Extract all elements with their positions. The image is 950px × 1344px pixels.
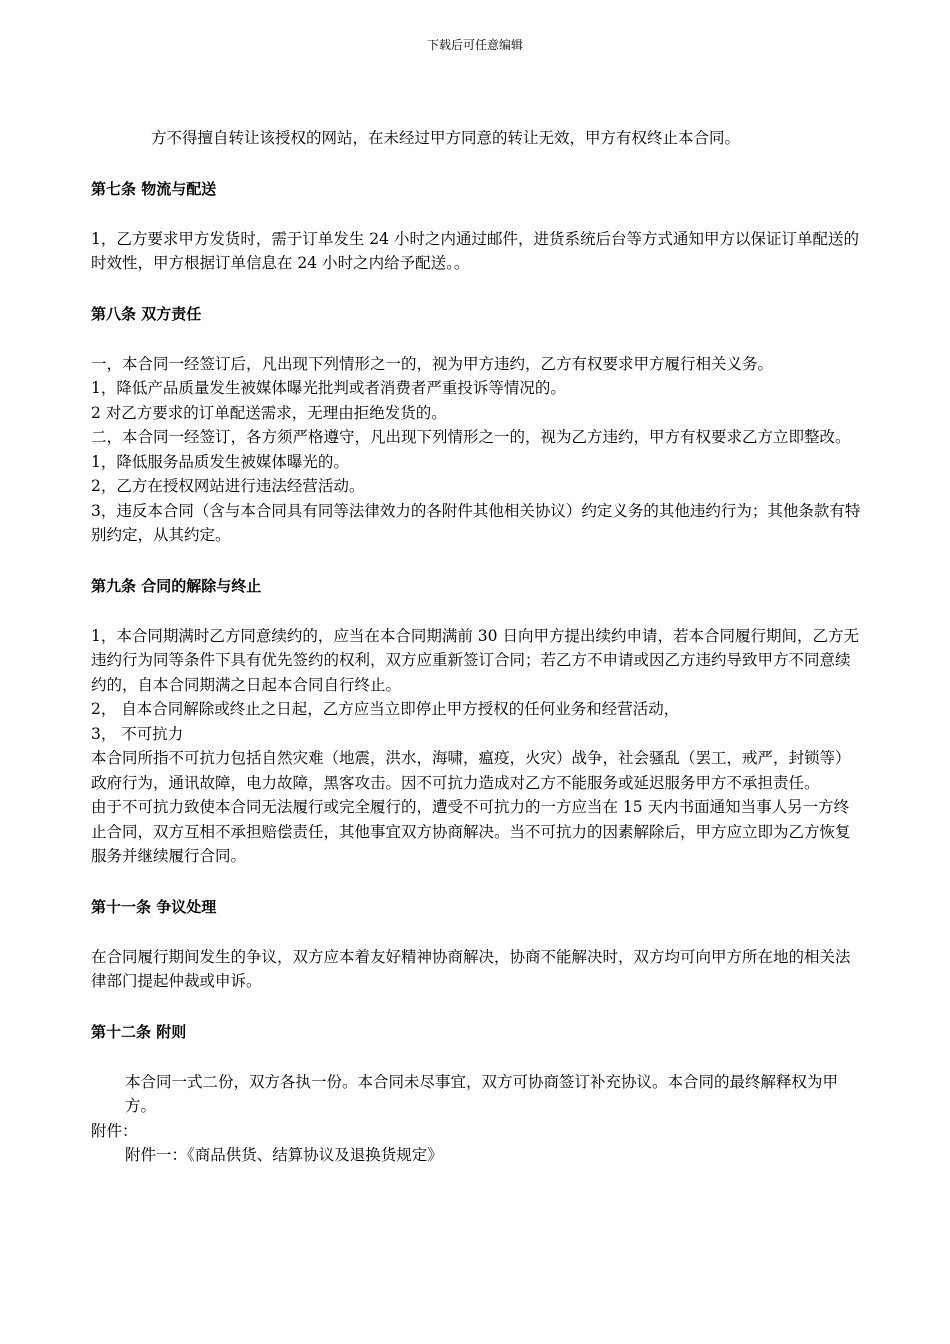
article-8-line: 2，乙方在授权网站进行违法经营活动。	[91, 477, 365, 495]
article-7-paragraph: 1，乙方要求甲方发货时，需于订单发生 24 小时之内通过邮件，进货系统后台等方式通知甲方以保证订单配送的时效性，甲方根据订单信息在 24 小时之内给予配送。。	[91, 229, 859, 272]
article-8-heading: 第八条 双方责任	[91, 304, 202, 323]
page-header: 下载后可任意编辑	[426, 38, 523, 52]
article-8-line: 3，违反本合同（含与本合同具有同等法律效力的各附件其他相关协议）约定义务的其他违约行为；其他条款有特别约定，从其约定。	[91, 501, 861, 544]
document-body	[91, 126, 861, 1168]
article-8-line: 2 对乙方要求的订单配送需求，无理由拒绝发货的。	[91, 403, 447, 422]
article-8-line: 一，本合同一经签订后，凡出现下列情形之一的，视为甲方违约，乙方有权要求甲方履行相关义务。	[91, 354, 774, 373]
article-12-paragraph: 本合同一式二份，双方各执一份。本合同未尽事宜，双方可协商签订补充协议。本合同的最终解释权为甲方。	[125, 1072, 839, 1115]
article-9-line: 2， 自本合同解除或终止之日起，乙方应当立即停止甲方授权的任何业务和经营活动，	[91, 700, 680, 718]
intro-paragraph: 方不得擅自转让该授权的网站，在未经过甲方同意的转让无效，甲方有权终止本合同。	[151, 129, 741, 147]
article-8-line: 1，降低产品质量发生被媒体曝光批判或者消费者严重投诉等情况的。	[91, 379, 566, 397]
article-11-paragraph: 在合同履行期间发生的争议，双方应本着友好精神协商解决，协商不能解决时，双方均可向甲方所在地的相关法律部门提起仲裁或申诉。	[91, 947, 851, 990]
article-7-heading: 第七条 物流与配送	[91, 179, 217, 198]
article-9-line: 1，本合同期满时乙方同意续约的，应当在本合同期满前 30 日向甲方提出续约申请，若本合同履行期间，乙方无违约行为同等条件下具有优先签约的权利，双方应重新签订合同；若乙方不申请或因乙方违约导致甲方不同意续约的，自本合同期满之日起本合同自行终止。	[91, 626, 859, 694]
attachment-item: 附件一：《商品供货、结算协议及退换货规定》	[125, 1146, 443, 1164]
article-8-line: 二，本合同一经签订，各方须严格遵守，凡出现下列情形之一的，视为乙方违约，甲方有权要求乙方立即整改。	[91, 428, 851, 446]
article-8-line: 1，降低服务品质发生被媒体曝光的。	[91, 452, 349, 471]
article-9-line: 本合同所指不可抗力包括自然灾难（地震，洪水，海啸，瘟疫，火灾）战争，社会骚乱（罢工，戒严，封锁等）政府行为，通讯故障，电力故障，黑客攻击。因不可抗力造成对乙方不能服务或延迟服务甲方不承担责任。	[91, 749, 851, 792]
article-9-line: 3， 不可抗力	[91, 724, 184, 743]
article-11-heading: 第十一条 争议处理	[91, 897, 217, 916]
attachment-label: 附件：	[91, 1121, 138, 1140]
article-9-heading: 第九条 合同的解除与终止	[91, 576, 262, 595]
article-12-heading: 第十二条 附则	[91, 1022, 187, 1041]
article-9-line: 由于不可抗力致使本合同无法履行或完全履行的，遭受不可抗力的一方应当在 15 天内书面通知当事人另一方终止合同，双方互相不承担赔偿责任，其他事宜双方协商解决。当不可抗力的因素解除后，甲方应立即为乙方恢复服务并继续履行合同。	[91, 798, 851, 865]
